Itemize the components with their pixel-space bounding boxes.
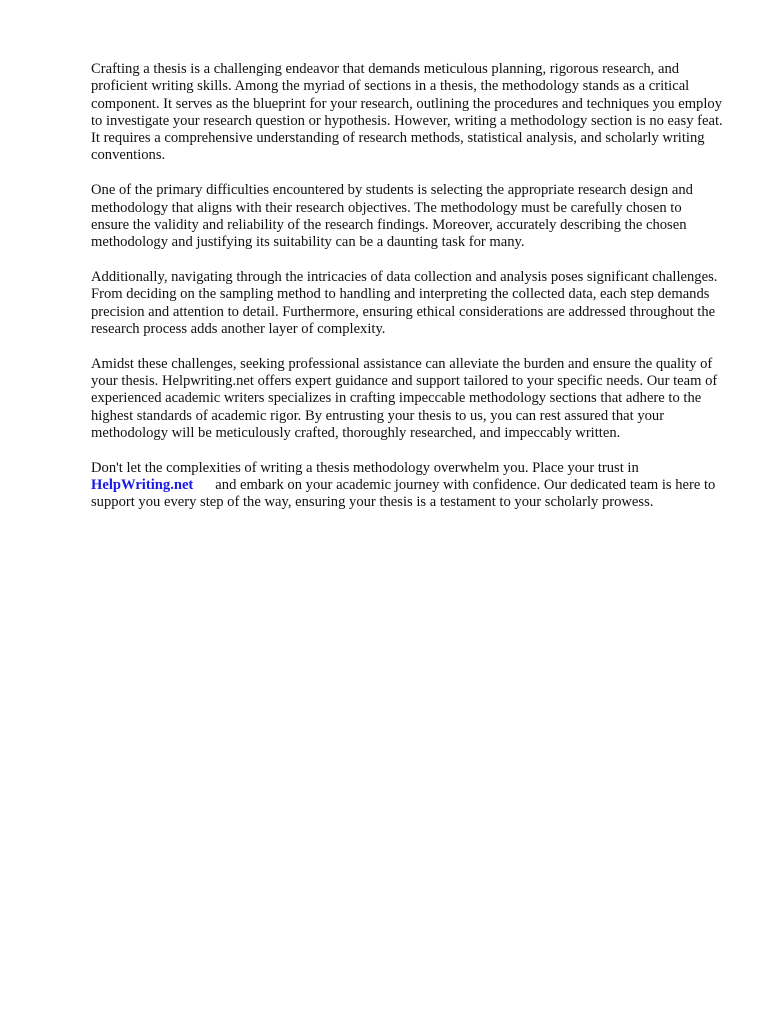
closing-text-before-link: Don't let the complexities of writing a thesis methodology overwhelm you. Place your trust in	[91, 459, 639, 476]
paragraph-closing	[91, 460, 723, 512]
helpwriting-link[interactable]: HelpWriting.net	[91, 476, 194, 493]
paragraph-difficulties: One of the primary difficulties encountered by students is selecting the appropriate research design and methodology that aligns with their research objectives. The methodology must be carefully chosen to ensure the validity and reliability of the research findings. Moreover, accurately describing the chosen methodology and justifying its suitability can be a daunting task for many.	[91, 182, 693, 251]
closing-text-after-link: and embark on your academic journey with confidence. Our dedicated team is here to support you every step of the way, ensuring your thesis is a testament to your scholarly prowess.	[91, 476, 716, 511]
paragraph-assistance: Amidst these challenges, seeking professional assistance can alleviate the burden and ensure the quality of your thesis. Helpwriting.net offers expert guidance and support tailored to your specific needs. Our team of experienced academic writers specializes in crafting impeccable methodology sections that adhere to the highest standards of academic rigor. By entrusting your thesis to us, you can rest assured that your methodology will be meticulously crafted, thoroughly researched, and impeccably written.	[91, 355, 718, 441]
paragraph-intro: Crafting a thesis is a challenging endeavor that demands meticulous planning, rigorous research, and proficient writing skills. Among the myriad of sections in a thesis, the methodology stands as a critical component. It serves as the blueprint for your research, outlining the procedures and techniques you employ to investigate your research question or hypothesis. However, writing a methodology section is no easy feat. It requires a comprehensive understanding of research methods, statistical analysis, and scholarly writing conventions.	[91, 61, 723, 164]
document-body	[91, 61, 723, 529]
paragraph-data-collection: Additionally, navigating through the intricacies of data collection and analysis poses significant challenges. From deciding on the sampling method to handling and interpreting the collected data, each step demands precision and attention to detail. Furthermore, ensuring ethical considerations are addressed throughout the research process adds another layer of complexity.	[91, 268, 718, 337]
